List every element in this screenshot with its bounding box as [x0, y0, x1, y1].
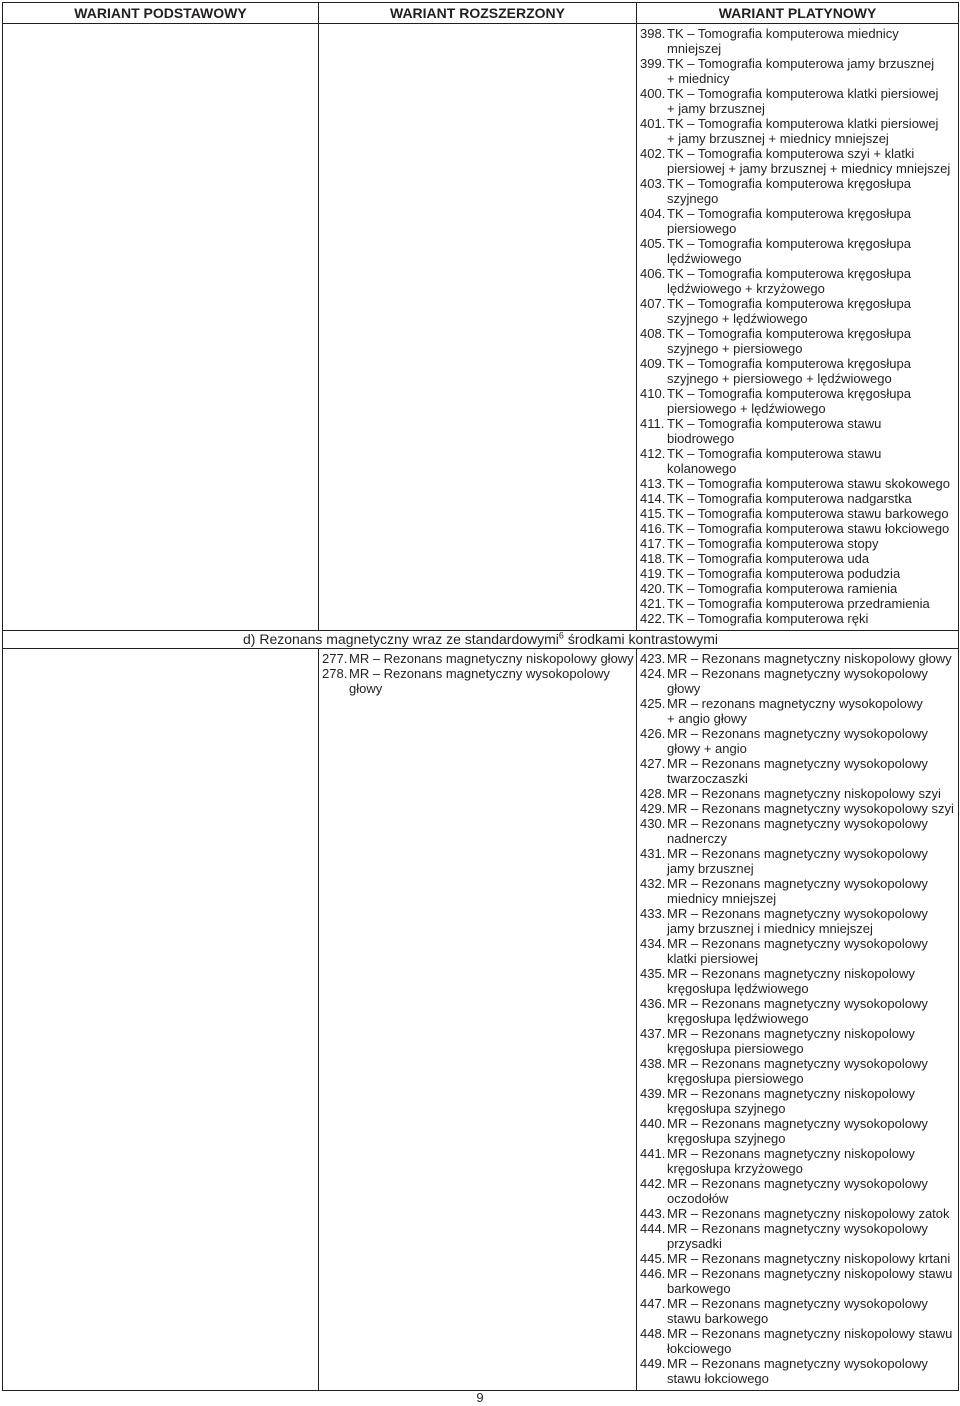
list-item: [640, 1251, 956, 1266]
item-number: 437.: [640, 1026, 666, 1041]
list-item: [640, 1356, 956, 1386]
mr-basic-list: [3, 649, 318, 655]
item-text: TK – Tomografia komputerowa przedramienia: [667, 596, 930, 611]
item-text: TK – Tomografia komputerowa stawu kolanowego: [667, 446, 882, 476]
item-number: 433.: [640, 906, 666, 921]
item-text: TK – Tomografia komputerowa stawu łokciowego: [667, 521, 950, 536]
item-text: TK – Tomografia komputerowa kręgosłupa lędźwiowego: [667, 236, 911, 266]
item-number: 419.: [640, 566, 666, 581]
item-text: TK – Tomografia komputerowa nadgarstka: [667, 491, 912, 506]
list-item: [640, 1296, 956, 1326]
item-text: TK – Tomografia komputerowa podudzia: [667, 566, 901, 581]
ct-platinum-list: [637, 24, 958, 630]
mr-basic-cell: [3, 649, 319, 1391]
item-number: 434.: [640, 936, 666, 951]
list-item: [640, 536, 956, 551]
item-text: MR – Rezonans magnetyczny wysokopolowy głowy: [667, 666, 928, 696]
item-text: MR – Rezonans magnetyczny wysokopolowy kręgosłupa szyjnego: [667, 1116, 928, 1146]
item-text: MR – Rezonans magnetyczny wysokopolowy twarzoczaszki: [667, 756, 928, 786]
item-number: 444.: [640, 1221, 666, 1236]
list-item: [640, 1206, 956, 1221]
item-text: MR – Rezonans magnetyczny niskopolowy szyi: [667, 786, 941, 801]
variants-table: [2, 2, 959, 1391]
item-number: 277.: [322, 651, 348, 666]
item-number: 425.: [640, 696, 666, 711]
item-number: 445.: [640, 1251, 666, 1266]
item-number: 405.: [640, 236, 666, 251]
list-item: [640, 236, 956, 266]
item-number: 432.: [640, 876, 666, 891]
item-text: MR – Rezonans magnetyczny wysokopolowy głowy + angio: [667, 726, 928, 756]
list-item: [640, 566, 956, 581]
item-number: 431.: [640, 846, 666, 861]
header-row: [3, 3, 959, 24]
item-number: 404.: [640, 206, 666, 221]
item-number: 417.: [640, 536, 666, 551]
item-number: 411.: [640, 416, 665, 431]
item-text: TK – Tomografia komputerowa kręgosłupa szyjnego + piersiowego + lędźwiowego: [667, 356, 911, 386]
item-text: MR – Rezonans magnetyczny wysokopolowy przysadki: [667, 1221, 928, 1251]
item-text: TK – Tomografia komputerowa uda: [667, 551, 870, 566]
list-item: [640, 521, 956, 536]
list-item: [640, 1056, 956, 1086]
ct-row: [3, 24, 959, 631]
section-d-footnote: 6: [558, 630, 564, 641]
list-item: [640, 176, 956, 206]
item-number: 403.: [640, 176, 666, 191]
item-number: 446.: [640, 1266, 666, 1281]
item-number: 418.: [640, 551, 666, 566]
list-item: [640, 1266, 956, 1296]
item-number: 416.: [640, 521, 666, 536]
list-item: [640, 206, 956, 236]
list-item: [640, 56, 956, 86]
item-number: 402.: [640, 146, 666, 161]
item-text: TK – Tomografia komputerowa miednicy mniejszej: [667, 26, 899, 56]
item-text: TK – Tomografia komputerowa kręgosłupa szyjnego + lędźwiowego: [667, 296, 911, 326]
list-item: [640, 1176, 956, 1206]
list-item: [640, 326, 956, 356]
item-number: 443.: [640, 1206, 666, 1221]
header-extended: WARIANT ROZSZERZONY: [319, 3, 637, 24]
item-text: MR – Rezonans magnetyczny wysokopolowy stawu łokciowego: [667, 1356, 928, 1386]
item-number: 409.: [640, 356, 666, 371]
list-item: [640, 651, 956, 666]
list-item: [640, 446, 956, 476]
item-number: 435.: [640, 966, 666, 981]
item-number: 412.: [640, 446, 666, 461]
item-text: MR – Rezonans magnetyczny wysokopolowy szyi: [667, 801, 954, 816]
item-text: TK – Tomografia komputerowa stawu barkowego: [667, 506, 949, 521]
list-item: [640, 581, 956, 596]
item-text: TK – Tomografia komputerowa szyi + klatki piersiowej + jamy brzusznej + miednicy mniejszej: [667, 146, 951, 176]
item-number: 424.: [640, 666, 666, 681]
item-number: 430.: [640, 816, 666, 831]
item-text: TK – Tomografia komputerowa kręgosłupa szyjnego: [667, 176, 911, 206]
mr-extended-list: [319, 649, 636, 700]
item-text: TK – Tomografia komputerowa kręgosłupa szyjnego + piersiowego: [667, 326, 911, 356]
item-number: 398.: [640, 26, 666, 41]
item-text: TK – Tomografia komputerowa stopy: [667, 536, 879, 551]
item-text: MR – Rezonans magnetyczny niskopolowy krtani: [667, 1251, 951, 1266]
section-d-heading: [3, 631, 959, 649]
list-item: [640, 996, 956, 1026]
item-number: 414.: [640, 491, 666, 506]
item-text: TK – Tomografia komputerowa jamy brzusznej + miednicy: [667, 56, 935, 86]
list-item: [640, 416, 956, 446]
item-text: MR – Rezonans magnetyczny wysokopolowy jamy brzusznej i miednicy mniejszej: [667, 906, 928, 936]
item-text: MR – Rezonans magnetyczny wysokopolowy jamy brzusznej: [667, 846, 928, 876]
item-text: MR – Rezonans magnetyczny wysokopolowy klatki piersiowej: [667, 936, 928, 966]
list-item: [640, 296, 956, 326]
item-text: MR – Rezonans magnetyczny wysokopolowy nadnerczy: [667, 816, 928, 846]
list-item: [640, 816, 956, 846]
list-item: [640, 506, 956, 521]
item-number: 421.: [640, 596, 666, 611]
list-item: [640, 1146, 956, 1176]
item-text: MR – Rezonans magnetyczny wysokopolowy kręgosłupa piersiowego: [667, 1056, 928, 1086]
ct-platinum-cell: [637, 24, 959, 631]
item-text: TK – Tomografia komputerowa ręki: [667, 611, 869, 626]
item-number: 426.: [640, 726, 666, 741]
item-number: 436.: [640, 996, 666, 1011]
list-item: [640, 1326, 956, 1356]
item-number: 439.: [640, 1086, 666, 1101]
list-item: [640, 696, 956, 726]
list-item: [640, 1086, 956, 1116]
list-item: [640, 726, 956, 756]
mr-extended-cell: [319, 649, 637, 1391]
item-text: MR – Rezonans magnetyczny niskopolowy stawu barkowego: [667, 1266, 953, 1296]
item-text: TK – Tomografia komputerowa kręgosłupa piersiowego + lędźwiowego: [667, 386, 911, 416]
item-number: 423.: [640, 651, 666, 666]
item-number: 448.: [640, 1326, 666, 1341]
item-text: MR – Rezonans magnetyczny niskopolowy kręgosłupa piersiowego: [667, 1026, 915, 1056]
list-item: [640, 966, 956, 996]
list-item: [640, 1221, 956, 1251]
list-item: [640, 356, 956, 386]
list-item: [640, 1116, 956, 1146]
list-item: [640, 611, 956, 626]
header-basic: WARIANT PODSTAWOWY: [3, 3, 319, 24]
section-d-text: d) Rezonans magnetyczny wraz ze standardowymi: [243, 631, 559, 647]
list-item: [640, 906, 956, 936]
list-item: [640, 936, 956, 966]
item-text: TK – Tomografia komputerowa klatki piersiowej + jamy brzusznej: [667, 86, 939, 116]
item-number: 413.: [640, 476, 666, 491]
item-text: MR – Rezonans magnetyczny niskopolowy głowy: [349, 651, 634, 666]
item-text: MR – Rezonans magnetyczny niskopolowy stawu łokciowego: [667, 1326, 953, 1356]
item-number: 401.: [640, 116, 666, 131]
list-item: [640, 846, 956, 876]
item-number: 400.: [640, 86, 666, 101]
item-text: TK – Tomografia komputerowa klatki piersiowej + jamy brzusznej + miednicy mniejszej: [667, 116, 939, 146]
item-text: TK – Tomografia komputerowa kręgosłupa lędźwiowego + krzyżowego: [667, 266, 911, 296]
item-text: MR – rezonans magnetyczny wysokopolowy + angio głowy: [667, 696, 923, 726]
item-number: 422.: [640, 611, 666, 626]
variants-table-wrapper: [2, 2, 958, 1391]
item-text: TK – Tomografia komputerowa ramienia: [667, 581, 898, 596]
item-number: 440.: [640, 1116, 666, 1131]
item-number: 420.: [640, 581, 666, 596]
item-text: MR – Rezonans magnetyczny wysokopolowy miednicy mniejszej: [667, 876, 928, 906]
section-d-row: [3, 631, 959, 649]
item-number: 447.: [640, 1296, 666, 1311]
list-item: [640, 266, 956, 296]
mr-platinum-list: [637, 649, 958, 1390]
item-number: 410.: [640, 386, 666, 401]
item-number: 438.: [640, 1056, 666, 1071]
item-text: TK – Tomografia komputerowa kręgosłupa piersiowego: [667, 206, 911, 236]
mr-row: [3, 649, 959, 1391]
page-number: 9: [476, 1390, 484, 1405]
item-text: TK – Tomografia komputerowa stawu skokowego: [667, 476, 951, 491]
list-item: [640, 386, 956, 416]
item-number: 408.: [640, 326, 666, 341]
item-number: 442.: [640, 1176, 666, 1191]
list-item: [640, 476, 956, 491]
list-item: [640, 116, 956, 146]
item-text: MR – Rezonans magnetyczny wysokopolowy oczodołów: [667, 1176, 928, 1206]
list-item: [640, 26, 956, 56]
list-item: [640, 491, 956, 506]
item-text: MR – Rezonans magnetyczny niskopolowy zatok: [667, 1206, 950, 1221]
item-number: 449.: [640, 1356, 666, 1371]
item-number: 415.: [640, 506, 666, 521]
list-item: [640, 786, 956, 801]
item-number: 428.: [640, 786, 666, 801]
item-text: MR – Rezonans magnetyczny niskopolowy kręgosłupa szyjnego: [667, 1086, 915, 1116]
section-d-text-after: środkami kontrastowymi: [563, 631, 718, 647]
item-number: 429.: [640, 801, 666, 816]
item-text: MR – Rezonans magnetyczny wysokopolowy kręgosłupa lędźwiowego: [667, 996, 928, 1026]
list-item: [322, 651, 634, 666]
list-item: [640, 876, 956, 906]
list-item: [640, 596, 956, 611]
item-text: TK – Tomografia komputerowa stawu biodrowego: [667, 416, 882, 446]
list-item: [640, 756, 956, 786]
list-item: [322, 666, 634, 696]
list-item: [640, 1026, 956, 1056]
list-item: [640, 551, 956, 566]
ct-extended-cell: [319, 24, 637, 631]
item-text: MR – Rezonans magnetyczny niskopolowy kręgosłupa lędźwiowego: [667, 966, 915, 996]
item-number: 278.: [322, 666, 348, 681]
item-text: MR – Rezonans magnetyczny niskopolowy głowy: [667, 651, 952, 666]
item-text: MR – Rezonans magnetyczny wysokopolowy stawu barkowego: [667, 1296, 928, 1326]
item-text: MR – Rezonans magnetyczny niskopolowy kręgosłupa krzyżowego: [667, 1146, 915, 1176]
list-item: [640, 801, 956, 816]
mr-platinum-cell: [637, 649, 959, 1391]
item-text: MR – Rezonans magnetyczny wysokopolowy głowy: [349, 666, 610, 696]
list-item: [640, 666, 956, 696]
item-number: 427.: [640, 756, 666, 771]
item-number: 441.: [640, 1146, 666, 1161]
item-number: 406.: [640, 266, 666, 281]
list-item: [640, 86, 956, 116]
header-platinum: WARIANT PLATYNOWY: [637, 3, 959, 24]
ct-basic-cell: [3, 24, 319, 631]
item-number: 399.: [640, 56, 666, 71]
item-number: 407.: [640, 296, 666, 311]
list-item: [640, 146, 956, 176]
